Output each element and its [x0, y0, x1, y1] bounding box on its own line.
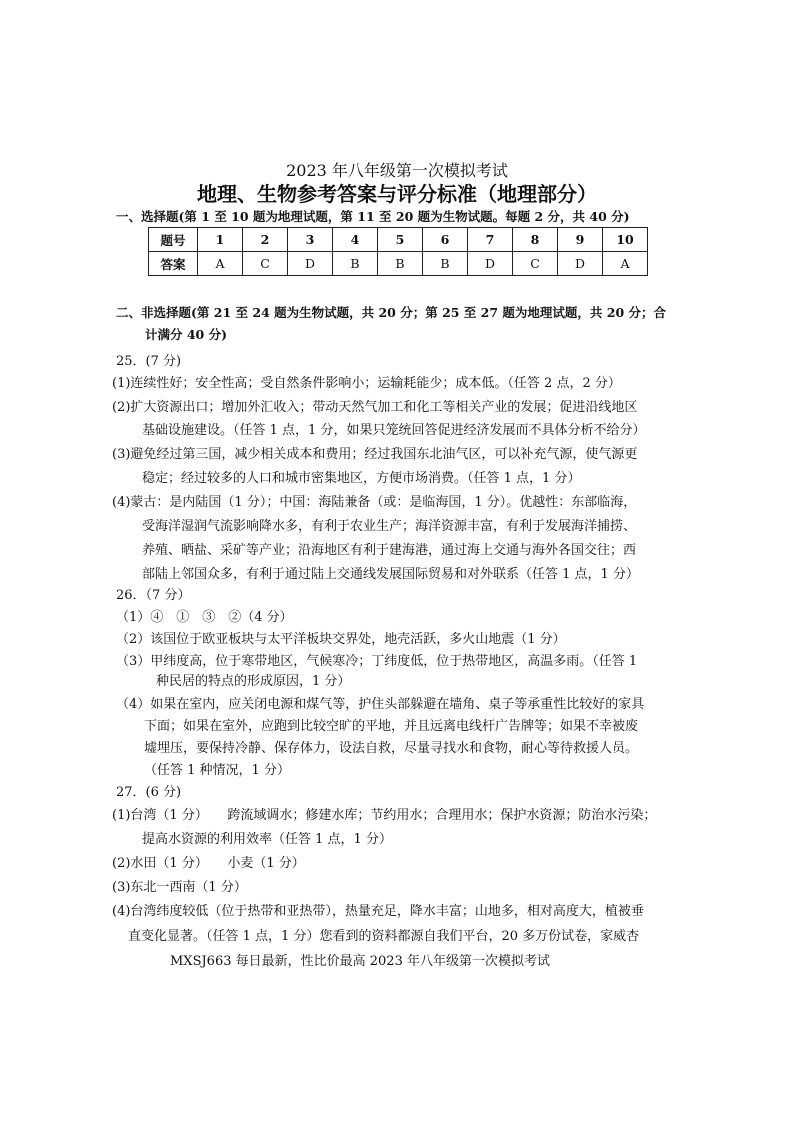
q27-line: (2)水田（1 分） 小麦（1 分） [112, 856, 305, 871]
question-number-cell: 9 [558, 228, 603, 252]
q26-heading: 26．（7 分） [116, 588, 191, 603]
q27-heading: 27．(6 分) [116, 785, 182, 800]
row-header-number: 题号 [149, 228, 198, 252]
q26-line: （4）如果在室内，应关闭电源和煤气等，护住头部躲避在墙角、桌子等承重性比较好的家具 [116, 697, 645, 712]
question-number-cell: 2 [243, 228, 288, 252]
answer-cell: C [513, 252, 558, 276]
q25-line: 部陆上邻国众多，有利于通过陆上交通线发展国际贸易和对外联系（任答 1 点，1 分） [142, 567, 639, 582]
question-number-cell: 5 [378, 228, 423, 252]
q25-line: 稳定；经过较多的人口和城市密集地区，方便市场消费。（任答 1 点，1 分） [142, 471, 581, 486]
section2-title-line1: 二、非选择题(第 21 至 24 题为生物试题，共 20 分；第 25 至 27 题为地理试题，共 20 分；合 [116, 305, 667, 320]
answer-cell: B [423, 252, 468, 276]
answer-cell: D [558, 252, 603, 276]
q25-heading: 25．(7 分) [116, 354, 182, 369]
answer-cell: A [603, 252, 648, 276]
answer-cell: D [288, 252, 333, 276]
row-header-answer: 答案 [149, 252, 198, 276]
q25-line: (3)避免经过第三国，减少相关成本和费用；经过我国东北油气区，可以补充气源，使气源更 [112, 447, 638, 462]
q25-line: (2)扩大资源出口；增加外汇收入；带动天然气加工和化工等相关产业的发展；促进沿线地区 [112, 400, 638, 415]
q26-line: （3）甲纬度高，位于寒带地区，气候寒冷；丁纬度低，位于热带地区，高温多雨。（任答 1 [116, 654, 638, 669]
question-number-cell: 4 [333, 228, 378, 252]
question-number-cell: 6 [423, 228, 468, 252]
table-row-numbers [149, 228, 648, 252]
exam-title: 2023 年八年级第一次模拟考试 [286, 161, 508, 180]
q26-line: （2）该国位于欧亚板块与太平洋板块交界处，地壳活跃，多火山地震（1 分） [116, 632, 566, 647]
q27-line: 提高水资源的利用效率（任答 1 点，1 分） [142, 832, 392, 847]
q26-line: 下面；如果在室外，应跑到比较空旷的平地，并且远离电线杆广告牌等；如果不幸被废 [144, 719, 639, 734]
answer-cell: B [333, 252, 378, 276]
q25-line: 受海洋湿润气流影响降水多，有利于农业生产；海洋资源丰富，有利于发展海洋捕捞、 [142, 519, 637, 534]
answer-cell: C [243, 252, 288, 276]
q26-line: （任答 1 种情况，1 分） [144, 763, 290, 778]
q26-line: （1）④ ① ③ ②（4 分） [116, 610, 293, 625]
q25-line: (1)连续性好；安全性高；受自然条件影响小；运输耗能少；成本低。（任答 2 点，2 分） [112, 376, 621, 391]
table-row-answers [149, 252, 648, 276]
question-number-cell: 10 [603, 228, 648, 252]
question-number-cell: 3 [288, 228, 333, 252]
q25-line: (4)蒙古：是内陆国（1 分）；中国：海陆兼备（或：是临海国，1 分）。优越性：东部临海， [112, 495, 637, 510]
answer-cell: A [198, 252, 243, 276]
q25-line: 基础设施建设。（任答 1 点，1 分，如果只笼统回答促进经济发展而不具体分析不给分） [142, 423, 646, 438]
section2-title-line2: 计满分 40 分) [145, 327, 228, 342]
question-number-cell: 7 [468, 228, 513, 252]
q25-line: 养殖、晒盐、采矿等产业；沿海地区有利于建海港，通过海上交通与海外各国交往；西 [142, 543, 637, 558]
question-number-cell: 1 [198, 228, 243, 252]
q26-line: 墟埋压，要保持冷静、保存体力，设法自救，尽量寻找水和食物，耐心等待救援人员。 [144, 741, 639, 756]
q26-line: 种民居的特点的形成原因，1 分） [156, 674, 351, 689]
section1-title: 一、选择题(第 1 至 10 题为地理试题，第 11 至 20 题为生物试题。每题 2 分，共 40 分) [116, 209, 630, 224]
q27-line: (4)台湾纬度较低（位于热带和亚热带），热量充足，降水丰富；山地多，相对高度大，植被垂 [112, 904, 644, 919]
answer-cell: B [378, 252, 423, 276]
q27-line: (1)台湾（1 分） 跨流域调水；修建水库；节约用水；合理用水；保护水资源；防治水污染； [112, 808, 657, 823]
question-number-cell: 8 [513, 228, 558, 252]
q27-line: 直变化显著。（任答 1 点，1 分）您看到的资料都源自我们平台，20 多万份试卷，家威杏 [128, 929, 640, 944]
q27-line: MXSJ663 每日最新，性比价最高 2023 年八年级第一次模拟考试 [170, 954, 550, 969]
q27-line: (3)东北一西南（1 分） [112, 880, 247, 895]
answer-cell: D [468, 252, 513, 276]
answer-table [148, 227, 648, 276]
document-title: 地理、生物参考答案与评分标准（地理部分） [197, 182, 597, 206]
